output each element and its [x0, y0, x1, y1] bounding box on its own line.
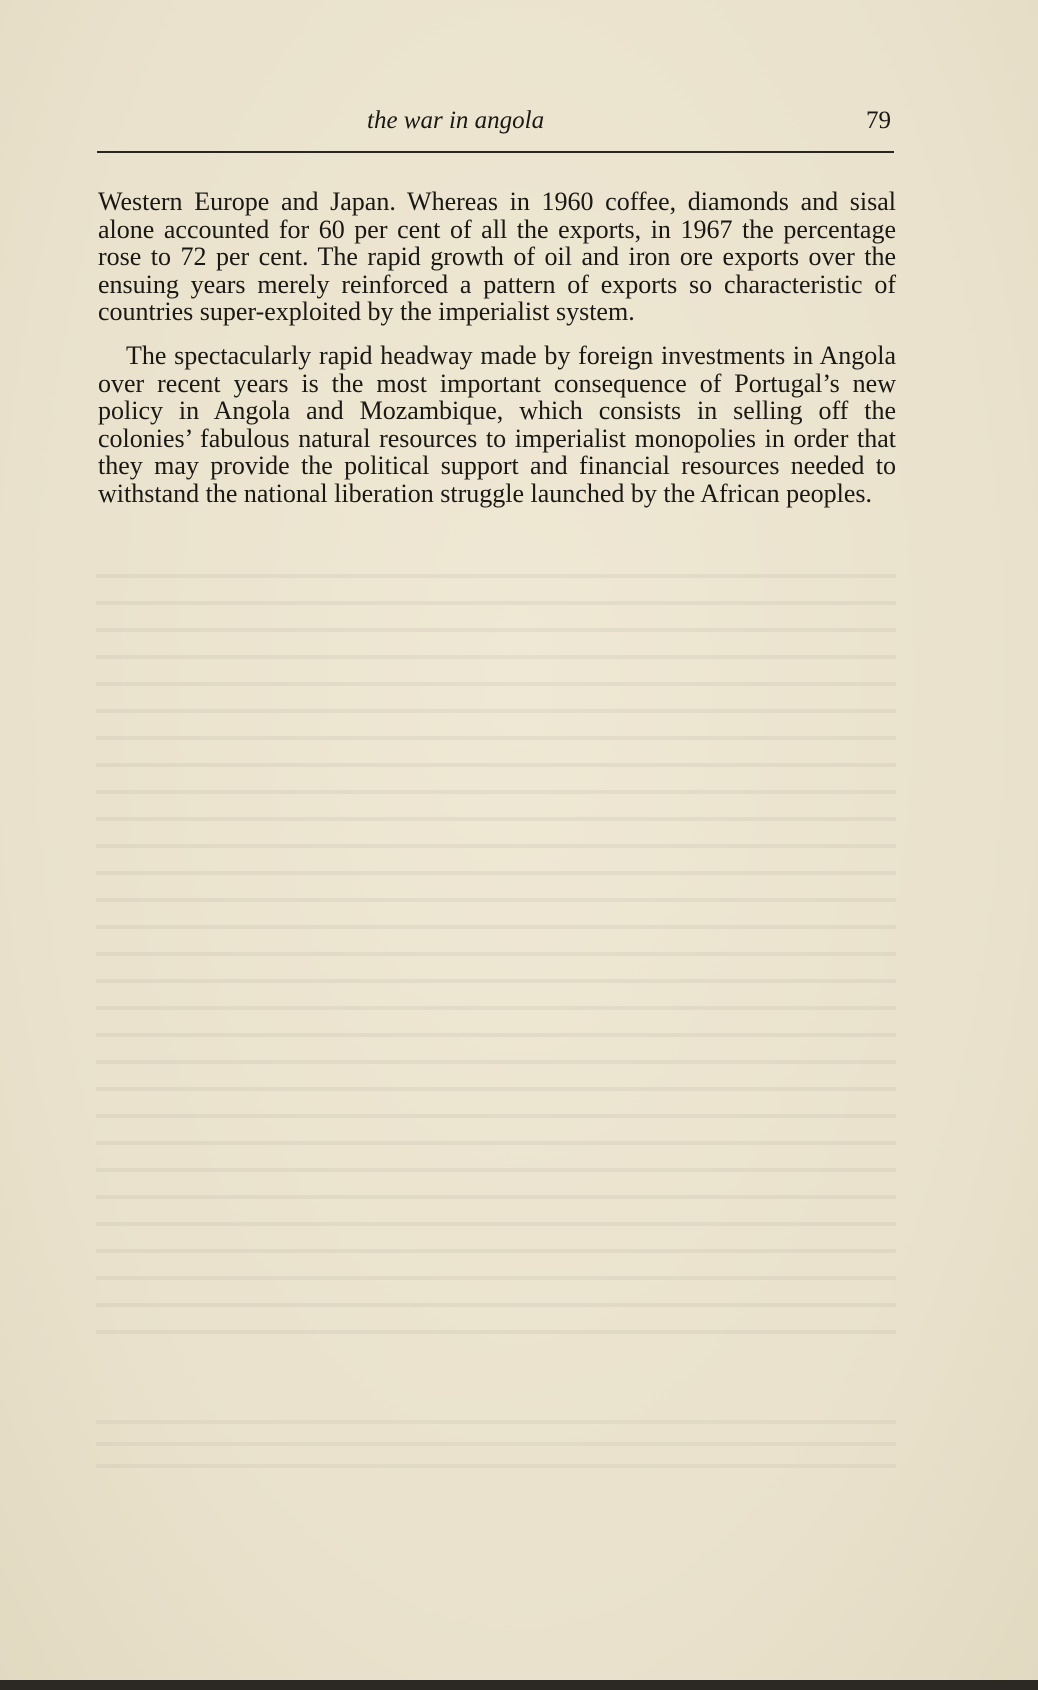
header-rule [97, 151, 894, 153]
paragraph-2: The spectacularly rapid headway made by foreign investments in Angola over recent years is the most important consequence of Portugal’s new policy in Angola and Mozambique, which consists in selling off the colonies’ fabulous natural resources to imperialist monopolies in order that they may provide the political support and financial resources needed to withstand the national liberation struggle launched by the African peoples. [98, 340, 896, 508]
page-bottom-edge [0, 1680, 1038, 1690]
body-text [98, 188, 896, 508]
show-through-footnotes [96, 1410, 896, 1470]
running-head [97, 104, 894, 144]
page-number: 79 [866, 107, 891, 134]
show-through-reverse-page [96, 560, 896, 1340]
running-title: the war in angola [367, 107, 545, 134]
paragraph-1: Western Europe and Japan. Whereas in 1960 coffee, diamonds and sisal alone accounted for 60 per cent of all the exports, in 1967 the percentage rose to 72 per cent. The rapid growth of oil and iron ore exports over the ensuing years merely reinforced a pattern of exports so characteristic of countries super-exploited by the imperialist system. [98, 187, 896, 327]
